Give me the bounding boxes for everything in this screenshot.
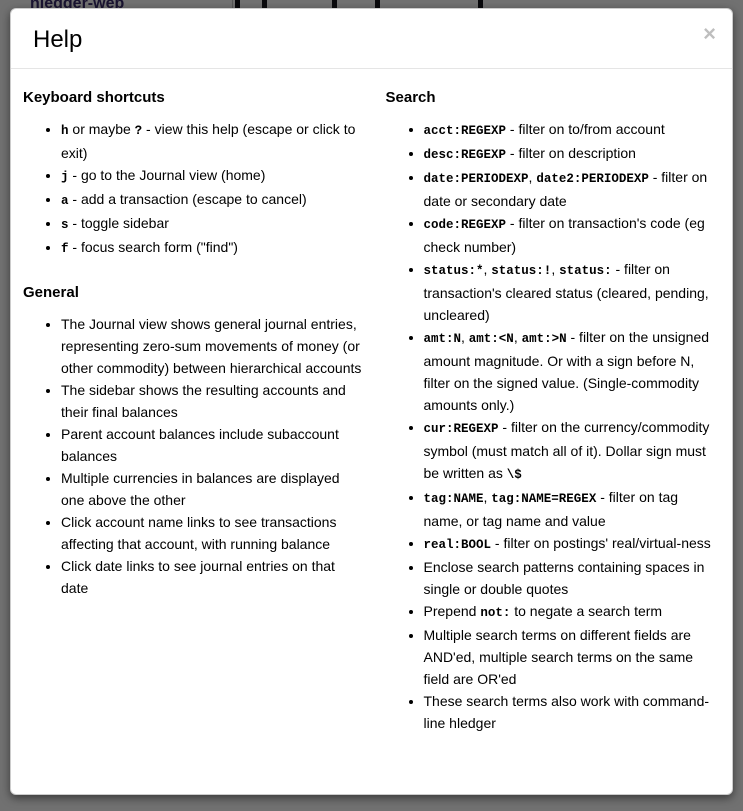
modal-header	[11, 9, 732, 69]
list-item: • status:*, status:!, status: - filter on transaction's cleared status (cleared, pending, uncleared)	[424, 258, 717, 326]
keyboard-shortcuts-list	[23, 118, 362, 260]
list-item: • Parent account balances include subaccount balances	[61, 423, 362, 467]
code-term: amt:>N	[521, 332, 567, 346]
code-term: tag:NAME	[423, 492, 484, 506]
code-term: not:	[480, 606, 511, 620]
list-item: • j - go to the Journal view (home)	[61, 164, 362, 188]
list-item: • Multiple search terms on different fields are AND'ed, multiple search terms on the same field are OR'ed	[424, 624, 717, 690]
list-item: • Click account name links to see transactions affecting that account, with running balance	[61, 511, 362, 555]
list-item: • Multiple currencies in balances are displayed one above the other	[61, 467, 362, 511]
list-item: • tag:NAME, tag:NAME=REGEX - filter on tag name, or tag name and value	[424, 486, 717, 532]
general-section	[23, 284, 362, 599]
list-item: • h or maybe ? - view this help (escape or click to exit)	[61, 118, 362, 164]
list-item: • Click date links to see journal entries on that date	[61, 555, 362, 599]
code-term: amt:<N	[468, 332, 514, 346]
search-section	[386, 89, 717, 734]
list-item: • acct:REGEXP - filter on to/from account	[424, 118, 717, 142]
keyboard-shortcuts-section	[23, 89, 362, 260]
modal-body	[11, 69, 732, 759]
code-term: a	[61, 194, 69, 208]
help-modal	[10, 8, 733, 795]
list-item: • s - toggle sidebar	[61, 212, 362, 236]
section-heading: Search	[385, 89, 436, 106]
general-list	[23, 313, 362, 599]
section-heading: Keyboard shortcuts	[23, 89, 165, 106]
code-term: date2:PERIODEXP	[536, 172, 649, 186]
code-term: desc:REGEXP	[423, 148, 507, 162]
code-term: status:*	[423, 264, 484, 278]
list-item: • desc:REGEXP - filter on description	[424, 142, 717, 166]
code-term: \$	[506, 468, 522, 482]
list-item: • a - add a transaction (escape to cancel)	[61, 188, 362, 212]
search-list	[386, 118, 717, 734]
code-term: s	[61, 218, 69, 232]
modal-title: Help	[33, 26, 83, 53]
code-term: acct:REGEXP	[423, 124, 507, 138]
right-column	[372, 89, 721, 744]
code-term: j	[61, 170, 69, 184]
close-icon[interactable]: ×	[703, 21, 716, 46]
section-heading: General	[23, 284, 79, 301]
list-item: • The sidebar shows the resulting accounts and their final balances	[61, 379, 362, 423]
list-item: • real:BOOL - filter on postings' real/virtual-ness	[424, 532, 717, 556]
list-item: • amt:N, amt:<N, amt:>N - filter on the unsigned amount magnitude. Or with a sign before N, filter on the signed value. (Single-commodity amounts only.)	[424, 326, 717, 416]
code-term: ?	[134, 124, 143, 138]
list-item: • f - focus search form ("find")	[61, 236, 362, 260]
left-column	[23, 89, 372, 744]
list-item: • Enclose search patterns containing spaces in single or double quotes	[424, 556, 717, 600]
list-item: • cur:REGEXP - filter on the currency/commodity symbol (must match all of it). Dollar sign must be written as \$	[424, 416, 717, 486]
code-term: status:	[559, 264, 612, 278]
list-item: • date:PERIODEXP, date2:PERIODEXP - filter on date or secondary date	[424, 166, 717, 212]
code-term: amt:N	[423, 332, 462, 346]
list-item: • Prepend not: to negate a search term	[424, 600, 717, 624]
list-item: • These search terms also work with command-line hledger	[424, 690, 717, 734]
code-term: cur:REGEXP	[423, 422, 499, 436]
code-term: h	[61, 124, 69, 138]
list-item: • code:REGEXP - filter on transaction's code (eg check number)	[424, 212, 717, 258]
code-term: code:REGEXP	[423, 218, 507, 232]
code-term: real:BOOL	[423, 538, 492, 552]
code-term: date:PERIODEXP	[423, 172, 529, 186]
code-term: status:!	[491, 264, 552, 278]
code-term: f	[61, 242, 69, 256]
list-item: • The Journal view shows general journal entries, representing zero-sum movements of money (or other commodity) between hierarchical accounts	[61, 313, 362, 379]
code-term: tag:NAME=REGEX	[491, 492, 597, 506]
